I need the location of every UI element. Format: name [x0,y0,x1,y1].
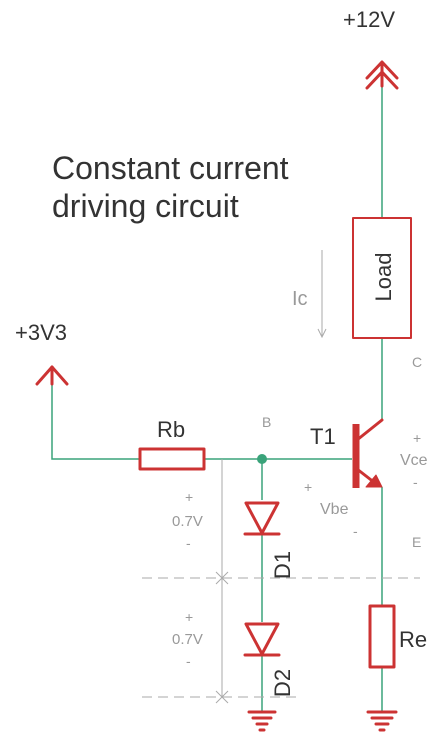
d2-plus: + [185,609,194,625]
diode-d1-symbol [245,503,279,534]
rb-label: Rb [157,417,186,442]
current-arrow-icon [318,250,326,337]
title-line-2: driving circuit [52,188,239,224]
vce-plus: + [413,430,422,446]
d1-voltage-label: 0.7V [172,513,203,530]
diode-d1-label: D1 [270,550,295,580]
vbe-label: Vbe [320,501,349,518]
vbe-plus: + [304,479,313,495]
re-label: Re [399,627,428,652]
vce-label: Vce [400,452,428,469]
components [37,62,411,730]
supply-12v-label: +12V [343,7,395,32]
wire-3v3-to-rb [52,372,140,459]
supply-12v-arrow-icon [367,62,397,88]
current-label: Ic [292,288,308,310]
transistor-t1-symbol [356,420,382,488]
transistor-label: T1 [310,424,336,449]
d2-minus: - [186,653,191,669]
diode-d2-symbol [245,624,279,655]
supply-3v3-label: +3V3 [15,320,67,345]
vbe-minus: - [353,523,358,539]
wires [52,86,382,712]
collector-label: C [412,354,423,370]
rb-resistor [140,449,204,469]
ground-d2-icon [249,712,275,730]
emitter-label: E [412,534,422,550]
diode-d2-label: D2 [270,668,295,698]
d1-plus: + [185,489,194,505]
junction-dot [257,454,267,464]
title-line-1: Constant current [52,150,289,186]
d2-voltage-label: 0.7V [172,631,203,648]
base-label: B [262,414,272,430]
vce-minus: - [413,474,418,490]
ground-re-icon [368,712,396,730]
supply-3v3-arrow-icon [37,367,67,384]
d1-minus: - [186,535,191,551]
re-resistor [370,606,394,667]
load-label: Load [371,252,396,302]
